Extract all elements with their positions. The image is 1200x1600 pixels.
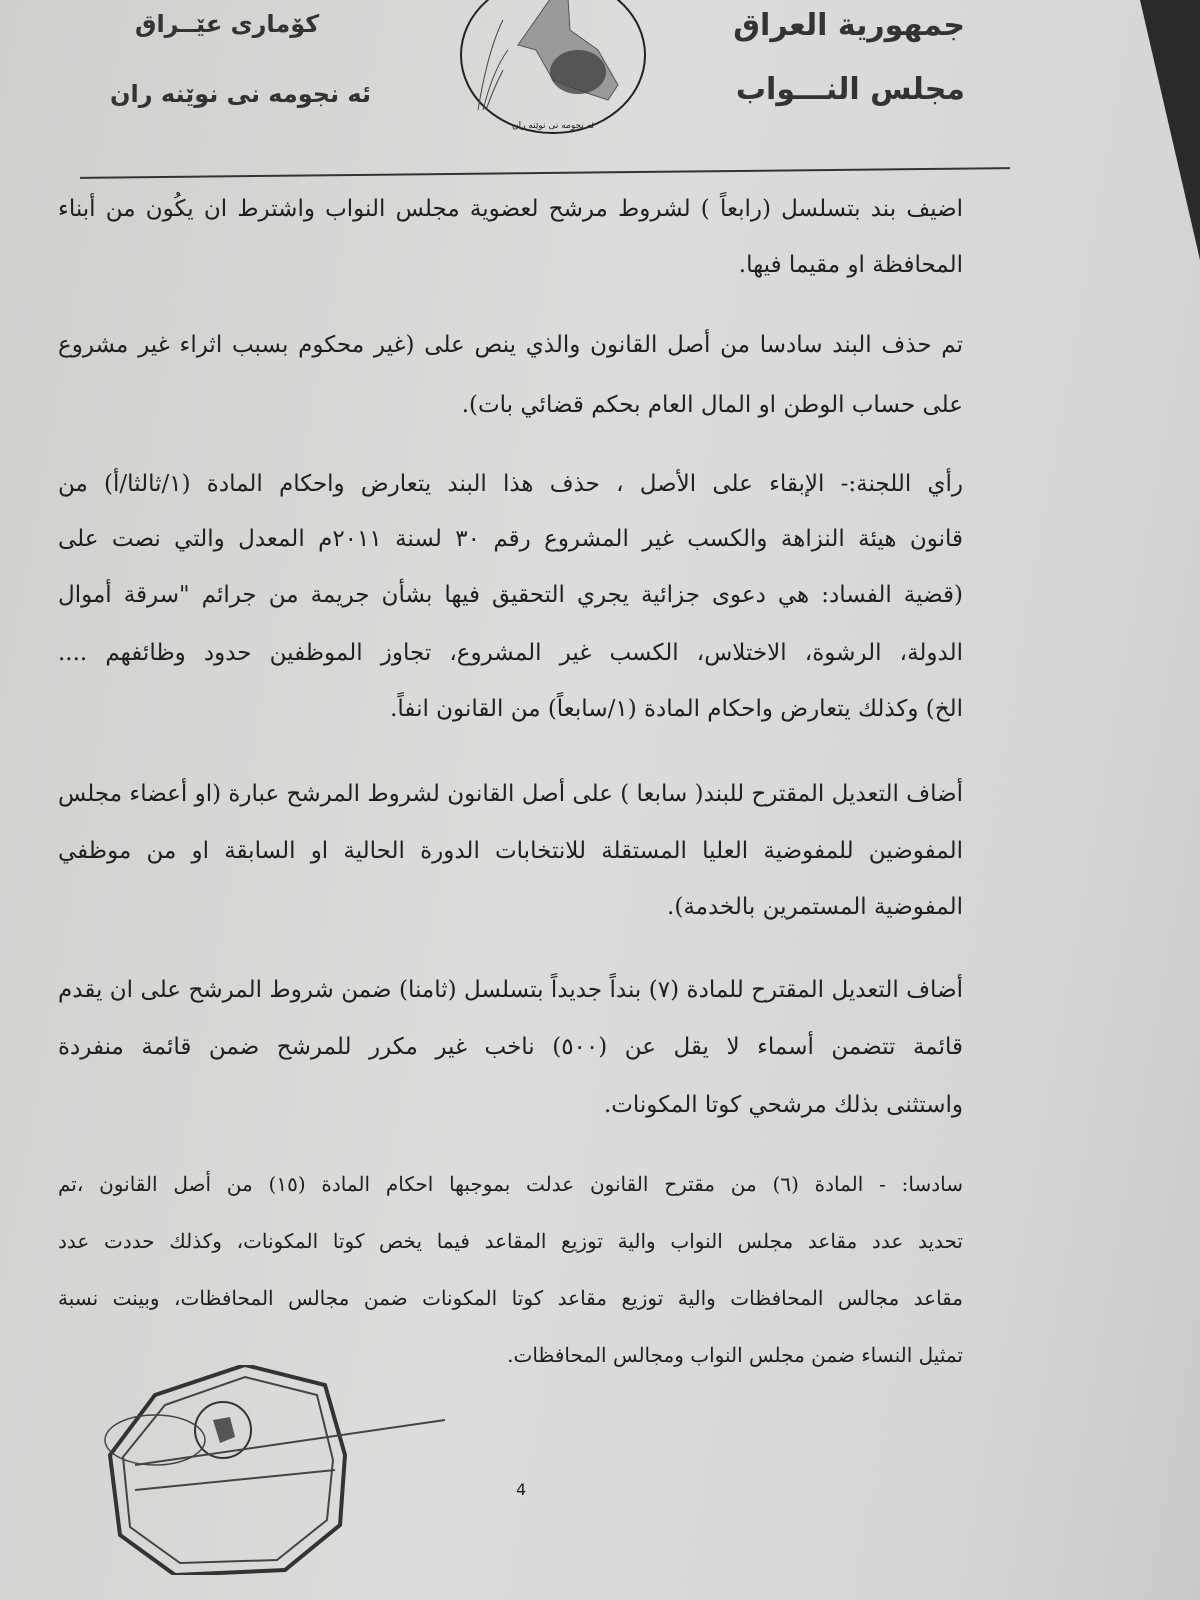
text-line: قائمة تتضمن أسماء لا يقل عن (٥٠٠) ناخب غير مكرر للمرشح ضمن قائمة منفردة bbox=[58, 1034, 963, 1060]
header-parliament-arabic: مجلس النـــواب bbox=[735, 72, 965, 107]
text-line: مقاعد مجالس المحافظات والية توزيع مقاعد كوتا المكونات ضمن مجالس المحافظات، وبينت نسبة bbox=[58, 1286, 963, 1310]
text-line: على حساب الوطن او المال العام بحكم قضائي بات). bbox=[461, 392, 963, 418]
official-stamp bbox=[95, 1365, 465, 1575]
text-line: المفوضية المستمرين بالخدمة). bbox=[667, 894, 963, 920]
text-line: تمثيل النساء ضمن مجلس النواب ومجالس المحافظات. bbox=[507, 1343, 963, 1367]
background-corner bbox=[1140, 0, 1200, 260]
header-republic-kurdish: كۆماری عێــراق bbox=[135, 10, 320, 38]
parliament-emblem-logo bbox=[458, 0, 648, 145]
text-line: الدولة، الرشوة، الاختلاس، الكسب غير المشروع، تجاوز الموظفين حدود وظائفهم .... bbox=[58, 640, 963, 666]
text-line: أضاف التعديل المقترح للبند( سابعا ) على أصل القانون لشروط المرشح عبارة (او أعضاء مجلس bbox=[57, 781, 963, 807]
header-parliament-kurdish: ئه نجومه نی نوێنه ران bbox=[110, 80, 371, 108]
text-line: تم حذف البند سادسا من أصل القانون والذي ينص على (غير محكوم بسبب اثراء غير مشروع bbox=[58, 332, 963, 358]
text-line: أضاف التعديل المقترح للمادة (٧) بنداً جديداً بتسلسل (ثامنا) ضمن شروط المرشح على ان يقدم bbox=[58, 977, 963, 1003]
text-line: الخ) وكذلك يتعارض واحكام المادة (١/سابعاً) من القانون انفاً. bbox=[390, 696, 963, 722]
text-line: واستثنى بذلك مرشحي كوتا المكونات. bbox=[603, 1092, 963, 1118]
text-line: (قضية الفساد: هي دعوى جزائية يجري التحقيق فيها بشأن جريمة من جرائم "سرقة أموال bbox=[58, 582, 963, 608]
text-line: المحافظة او مقيما فيها. bbox=[738, 252, 963, 278]
text-line: المفوضين للمفوضية العليا المستقلة للانتخابات الدورة الحالية او السابقة او من موظفي bbox=[58, 838, 963, 864]
emblem-caption: ئه نجومه نی نوێنه ران bbox=[511, 121, 595, 131]
text-line: قانون هيئة النزاهة والكسب غير المشروع رقم ٣٠ لسنة ٢٠١١م المعدل والتي نصت على bbox=[58, 526, 963, 552]
text-line: تحديد عدد مقاعد مجلس النواب والية توزيع المقاعد فيما يخص كوتا المكونات، وكذلك حددت عدد bbox=[58, 1229, 963, 1253]
header-republic-arabic: جمهورية العراق bbox=[733, 8, 965, 43]
text-line: اضيف بند بتسلسل (رابعاً ) لشروط مرشح لعضوية مجلس النواب واشترط ان يكُون من أبناء bbox=[58, 196, 963, 222]
page-number: 4 bbox=[516, 1480, 527, 1499]
text-line: سادسا: - المادة (٦) من مقترح القانون عدلت بموجبها احكام المادة (١٥) من أصل القانون ،تم bbox=[58, 1172, 963, 1196]
header-divider bbox=[80, 167, 1010, 179]
text-line: رأي اللجنة:- الإبقاء على الأصل ، حذف هذا البند يتعارض واحكام المادة (١/ثالثا/أ) من bbox=[58, 471, 963, 497]
